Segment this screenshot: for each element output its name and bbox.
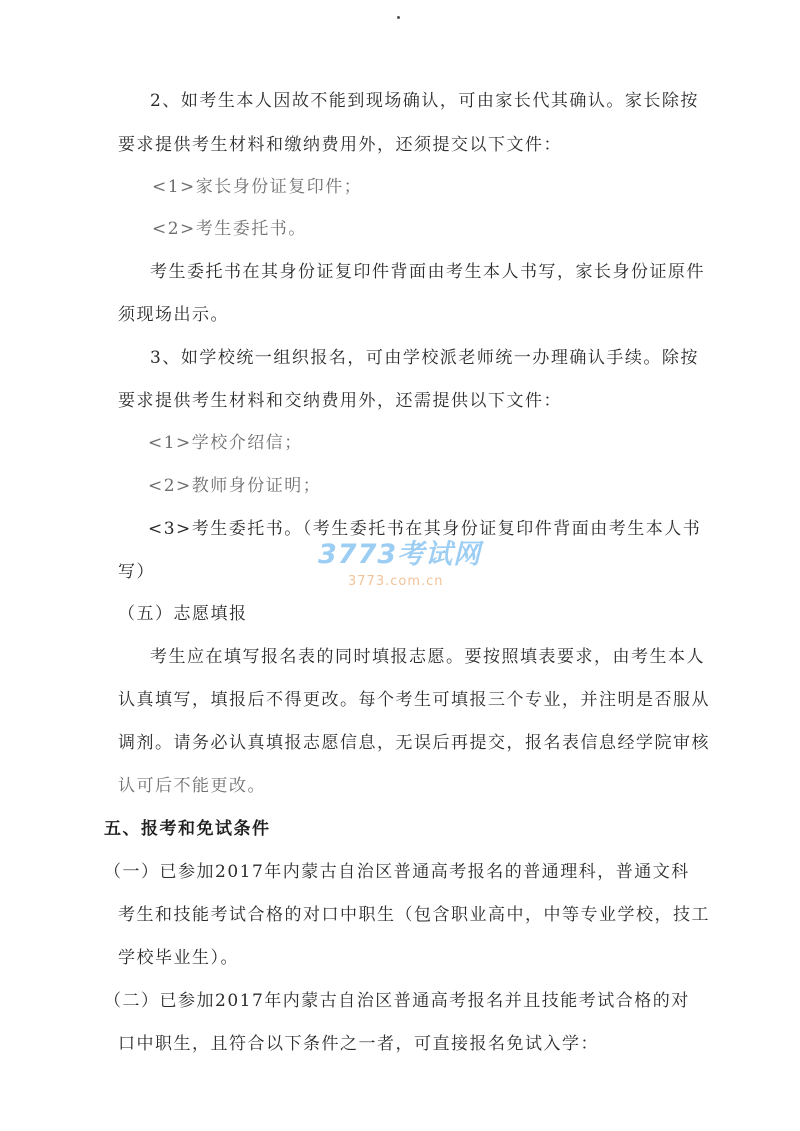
paragraph-line: 学校毕业生）。 — [118, 948, 239, 968]
paragraph-line: 考生应在填写报名表的同时填报志愿。要按照填表要求，由考生本人 — [150, 647, 705, 667]
paragraph-line: （二）已参加2017年内蒙古自治区普通高考报名并且技能考试合格的对 — [104, 991, 690, 1011]
paragraph-line: 调剂。请务必认真填报志愿信息，无误后再提交，报名表信息经学院审核 — [118, 733, 710, 753]
paragraph-line: 3、如学校统一组织报名，可由学校派老师统一办理确认手续。除按 — [150, 348, 699, 368]
paragraph-line: 考生和技能考试合格的对口中职生（包含职业高中，中等专业学校，技工 — [118, 905, 710, 925]
section-heading: 五、报考和免试条件 — [104, 819, 271, 839]
section-subheading: （五）志愿填报 — [118, 604, 248, 624]
paragraph-line: 口中职生，且符合以下条件之一者，可直接报名免试入学： — [118, 1034, 599, 1054]
site-watermark — [318, 538, 493, 600]
scan-speck — [397, 16, 400, 19]
paragraph-line: 要求提供考生材料和交纳费用外，还需提供以下文件： — [118, 391, 562, 411]
paragraph-line: 写） — [118, 562, 155, 582]
paragraph-line: 2、如考生本人因故不能到现场确认，可由家长代其确认。家长除按 — [150, 91, 699, 111]
list-item: <2>教师身份证明； — [148, 476, 322, 496]
list-item: <3>考生委托书。（考生委托书在其身份证复印件背面由考生本人书 — [148, 519, 702, 539]
paragraph-line: 考生委托书在其身份证复印件背面由考生本人书写，家长身份证原件 — [150, 262, 705, 282]
paragraph-line: （一）已参加2017年内蒙古自治区普通高考报名的普通理科，普通文科 — [104, 862, 690, 882]
list-item: <2>考生委托书。 — [152, 219, 307, 239]
paragraph-line: 须现场出示。 — [118, 305, 229, 325]
paragraph-line: 要求提供考生材料和缴纳费用外，还须提交以下文件： — [118, 135, 562, 155]
list-item: <1>家长身份证复印件； — [152, 177, 363, 197]
watermark-logo-text: 3773考试网 — [318, 539, 482, 570]
watermark-url: 3773.com.cn — [348, 574, 444, 589]
paragraph-line: 认真填写，填报后不得更改。每个考生可填报三个专业，并注明是否服从 — [118, 690, 710, 710]
paragraph-line: 认可后不能更改。 — [118, 776, 266, 796]
list-item: <1>学校介绍信； — [148, 433, 303, 453]
